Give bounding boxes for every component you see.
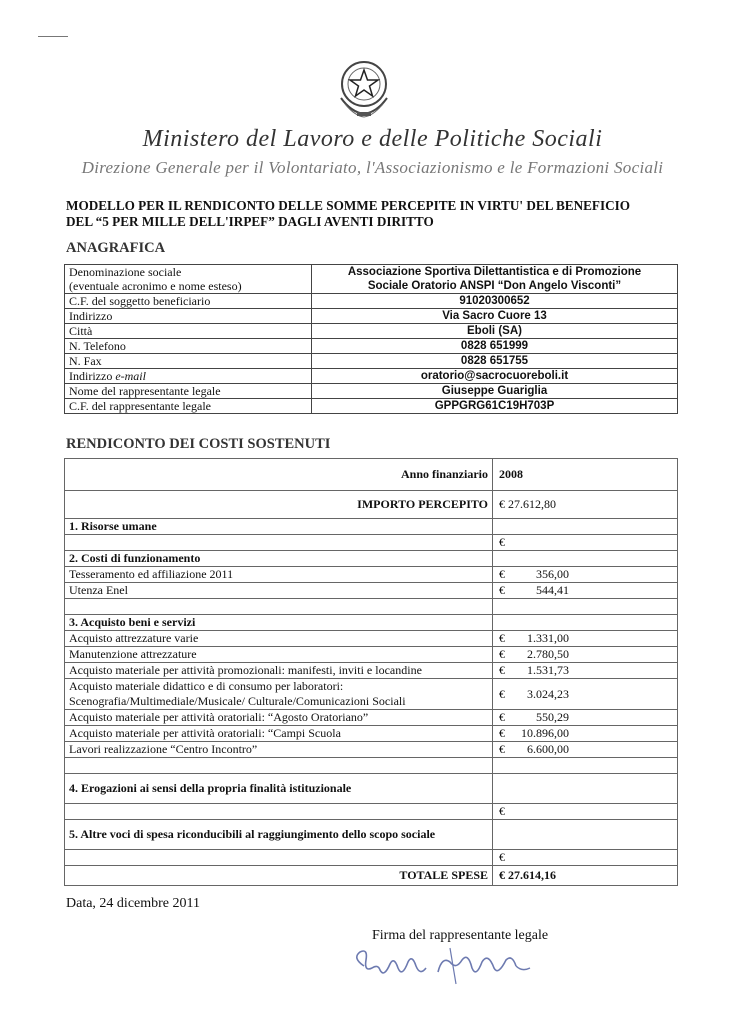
cost-item-amount — [493, 742, 678, 758]
cost-item-amount — [493, 663, 678, 679]
anagrafica-table — [64, 264, 678, 414]
cost-item-amount — [493, 726, 678, 742]
table-row — [65, 599, 678, 615]
empty-cell — [65, 850, 493, 866]
empty-cell — [493, 774, 678, 804]
euro-cell: € — [493, 535, 678, 551]
cf-beneficiario-label: C.F. del soggetto beneficiario — [65, 294, 312, 309]
document-title — [66, 198, 686, 230]
amount-value: 550,29 — [536, 710, 569, 724]
table-row — [65, 354, 678, 369]
table-row — [65, 820, 678, 850]
telefono-value: 0828 651999 — [312, 339, 678, 354]
table-row — [65, 726, 678, 742]
amount-value: 1.531,73 — [527, 663, 569, 677]
euro-sign: € — [499, 742, 505, 756]
table-row — [65, 309, 678, 324]
table-row — [65, 742, 678, 758]
table-row — [65, 631, 678, 647]
euro-sign: € — [499, 567, 505, 581]
cost-item-label: Manutenzione attrezzature — [65, 647, 493, 663]
empty-cell — [493, 519, 678, 535]
table-row — [65, 758, 678, 774]
totale-value: € 27.614,16 — [493, 866, 678, 886]
amount-value: 1.331,00 — [527, 631, 569, 645]
empty-cell — [65, 804, 493, 820]
document-date: Data, 24 dicembre 2011 — [66, 896, 200, 911]
anagrafica-heading: ANAGRAFICA — [66, 240, 166, 256]
rappresentante-label: Nome del rappresentante legale — [65, 384, 312, 399]
denominazione-value-line2: Sociale Oratorio ANSPI “Don Angelo Visconti” — [367, 280, 622, 292]
section-altre-voci: 5. Altre voci di spesa riconducibili al raggiungimento dello scopo sociale — [65, 820, 493, 850]
cf-beneficiario-value: 91020300652 — [312, 294, 678, 309]
table-row — [65, 583, 678, 599]
indirizzo-label: Indirizzo — [65, 309, 312, 324]
euro-sign: € — [499, 710, 505, 724]
citta-label: Città — [65, 324, 312, 339]
rendiconto-table — [64, 458, 678, 886]
amount-value: 2.780,50 — [527, 647, 569, 661]
empty-cell — [493, 551, 678, 567]
table-row — [65, 679, 678, 710]
anno-value: 2008 — [493, 459, 678, 491]
denominazione-label-line1: Denominazione sociale — [69, 265, 182, 279]
amount-value: 3.024,23 — [527, 686, 569, 701]
euro-cell: € — [493, 804, 678, 820]
handwritten-signature-icon — [346, 938, 546, 988]
table-row — [65, 615, 678, 631]
table-row — [65, 647, 678, 663]
anno-label: Anno finanziario — [65, 459, 493, 491]
telefono-label: N. Telefono — [65, 339, 312, 354]
amount-value: 356,00 — [536, 567, 569, 581]
table-row — [65, 459, 678, 491]
document-title-line2: DEL “5 PER MILLE DELL'IRPEF” DAGLI AVENTI DIRITTO — [66, 214, 434, 229]
table-row — [65, 850, 678, 866]
denominazione-label-line2: (eventuale acronimo e nome esteso) — [69, 279, 242, 293]
importo-label: IMPORTO PERCEPITO — [65, 491, 493, 519]
empty-cell — [493, 758, 678, 774]
cf-rappresentante-label: C.F. del rappresentante legale — [65, 399, 312, 414]
section-erogazioni: 4. Erogazioni ai sensi della propria finalità istituzionale — [65, 774, 493, 804]
cost-item-label: Lavori realizzazione “Centro Incontro” — [65, 742, 493, 758]
section-costi-funzionamento: 2. Costi di funzionamento — [65, 551, 493, 567]
denominazione-value-line1: Associazione Sportiva Dilettantistica e di Promozione — [347, 266, 642, 278]
cost-item-label — [65, 679, 493, 710]
document-title-line1: MODELLO PER IL RENDICONTO DELLE SOMME PERCEPITE IN VIRTU' DEL BENEFICIO — [66, 198, 631, 213]
empty-cell — [493, 820, 678, 850]
cost-item-amount — [493, 679, 678, 710]
empty-cell — [65, 758, 493, 774]
empty-cell — [65, 599, 493, 615]
table-row — [65, 384, 678, 399]
euro-cell: € — [493, 850, 678, 866]
table-row — [65, 339, 678, 354]
euro-sign: € — [499, 583, 505, 597]
indirizzo-value: Via Sacro Cuore 13 — [312, 309, 678, 324]
table-row — [65, 491, 678, 519]
table-row — [65, 324, 678, 339]
signature-label: Firma del rappresentante legale — [372, 928, 549, 943]
section-risorse-umane: 1. Risorse umane — [65, 519, 493, 535]
euro-sign: € — [499, 663, 505, 677]
fax-label: N. Fax — [65, 354, 312, 369]
table-row — [65, 399, 678, 414]
cost-item-amount — [493, 583, 678, 599]
table-row — [65, 663, 678, 679]
empty-cell — [493, 615, 678, 631]
fax-value: 0828 651755 — [312, 354, 678, 369]
cost-item-amount — [493, 631, 678, 647]
table-row — [65, 710, 678, 726]
cost-item-amount — [493, 567, 678, 583]
empty-cell — [493, 599, 678, 615]
table-row — [65, 551, 678, 567]
email-label-text: Indirizzo — [69, 369, 116, 383]
table-row — [65, 804, 678, 820]
table-row — [65, 265, 678, 294]
importo-value: € 27.612,80 — [493, 491, 678, 519]
cost-item-label-line2: Scenografia/Multimediale/Musicale/ Culturale/Comunicazioni Sociali — [69, 694, 406, 708]
direzione-name: Direzione Generale per il Volontariato, l'Associazionismo e le Formazioni Sociali — [81, 158, 664, 177]
citta-value: Eboli (SA) — [312, 324, 678, 339]
amount-value: 10.896,00 — [521, 726, 569, 740]
cost-item-amount — [493, 710, 678, 726]
rappresentante-value: Giuseppe Guariglia — [312, 384, 678, 399]
ministry-name: Ministero del Lavoro e delle Politiche Sociali — [142, 126, 603, 152]
amount-value: 6.600,00 — [527, 742, 569, 756]
cost-item-label: Utenza Enel — [65, 583, 493, 599]
table-row — [65, 567, 678, 583]
table-row — [65, 519, 678, 535]
denominazione-value — [312, 265, 678, 294]
email-label-italic: e-mail — [115, 369, 146, 383]
table-row — [65, 369, 678, 384]
euro-sign: € — [499, 631, 505, 645]
euro-sign: € — [499, 647, 505, 661]
euro-sign: € — [499, 726, 505, 740]
denominazione-label — [65, 265, 312, 294]
table-row — [65, 866, 678, 886]
italian-republic-emblem-icon — [331, 54, 397, 120]
cost-item-label: Acquisto materiale per attività promozionali: manifesti, inviti e locandine — [65, 663, 493, 679]
cf-rappresentante-value: GPPGRG61C19H703P — [312, 399, 678, 414]
email-label — [65, 369, 312, 384]
empty-cell — [65, 535, 493, 551]
cost-item-label: Tesseramento ed affiliazione 2011 — [65, 567, 493, 583]
table-row — [65, 774, 678, 804]
scan-mark — [38, 36, 68, 37]
amount-value: 544,41 — [536, 583, 569, 597]
euro-sign: € — [499, 686, 505, 701]
rendiconto-heading: RENDICONTO DEI COSTI SOSTENUTI — [66, 436, 331, 452]
email-value: oratorio@sacrocuoreboli.it — [312, 369, 678, 384]
totale-label: TOTALE SPESE — [65, 866, 493, 886]
cost-item-label: Acquisto attrezzature varie — [65, 631, 493, 647]
cost-item-label: Acquisto materiale per attività oratoriali: “Campi Scuola — [65, 726, 493, 742]
cost-item-label: Acquisto materiale per attività oratoriali: “Agosto Oratoriano” — [65, 710, 493, 726]
table-row — [65, 294, 678, 309]
cost-item-label-line1: Acquisto materiale didattico e di consumo per laboratori: — [69, 679, 344, 693]
cost-item-amount — [493, 647, 678, 663]
section-acquisto-beni: 3. Acquisto beni e servizi — [65, 615, 493, 631]
table-row — [65, 535, 678, 551]
